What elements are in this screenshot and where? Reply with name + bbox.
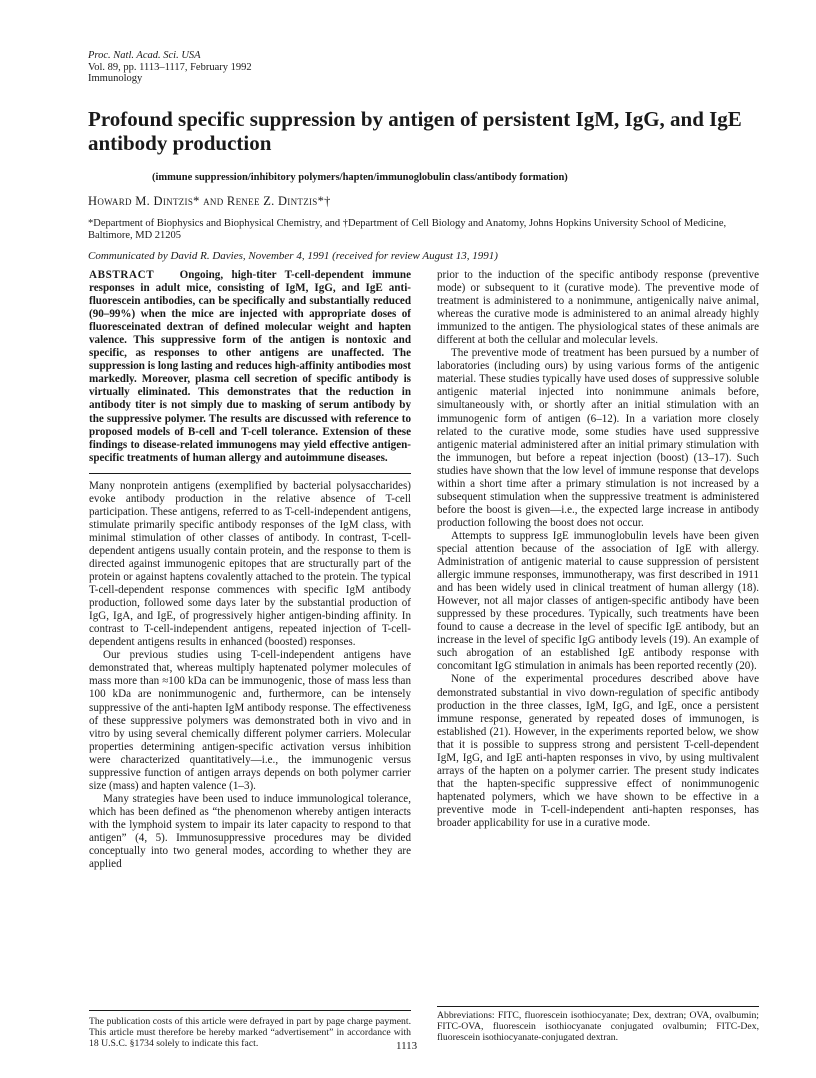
body-paragraph: prior to the induction of the specific antibody response (preventive mode) or subsequent to it (curative mode). The preventive mode of treatment is administered to a nonimmune, antigenically naive animal, whereas the curative mode is administered to an animal already highly immunized to the antigen. The physiological states of these animals are different at both the cellular and molecular levels. (437, 269, 759, 347)
publication-cost-footnote: The publication costs of this article were defrayed in part by page charge payment. This article must therefore be hereby marked “advertisement” in accordance with 18 U.S.C. §1734 solely to indicate this fact. (89, 1016, 411, 1050)
journal-name: Proc. Natl. Acad. Sci. USA (88, 50, 201, 61)
body-paragraph: Many nonprotein antigens (exemplified by bacterial polysaccharides) evoke antibody production in the relative absence of T-cell participation. These antigens, referred to as T-cell-independent antigens, stimulate primarily specific antibody responses of the IgM class, with minimal stimulation of other classes of antibody. In contrast, T-cell-dependent antigens usually contain protein, and the response to them is directed against immunogenic epitopes that are structurally part of the protein or against haptens covalently attached to the protein. The typical T-cell-dependent response commences with specific IgM antibody production, followed some days later by the substantial production of IgG, IgA, and IgE, of progressively higher antigen-binding affinity. In contrast to T-cell-independent antigens, repeated injection of T-cell-dependent antigens results in enhanced (boosted) responses. (89, 479, 411, 649)
volume-info: Vol. 89, pp. 1113–1117, February 1992 (88, 61, 252, 73)
body-paragraph: The preventive mode of treatment has been pursued by a number of laboratories (including ours) by using various forms of the antigenic material. These studies typically have used doses of suppressive soluble antigenic material injected into nonimmune animals before, simultaneously with, or shortly after an initial stimulation with an immunogenic form of antigen (6–12). In a variation more closely related to the curative mode, some studies have used suppressive antigenic material administered after an initial primary stimulation with the immunogen, but before a repeat injection (boost) (13–17). Such studies have shown that the low level of immune response that develops within a short time after a primary stimulation is not increased by a subsequent stimulation when the suppressive treatment is administered before the boost is given—i.e., the expected large increase in antibody production following the boost does not occur. (437, 347, 759, 529)
abbreviations-footnote: Abbreviations: FITC, fluorescein isothiocyanate; Dex, dextran; OVA, ovalbumin; FITC-OVA, fluorescein isothiocyanate conjugated ovalbumin; FITC-Dex, fluorescein isothiocyanate-conjugated dextran. (437, 1010, 759, 1044)
footnote-divider (89, 1010, 411, 1011)
body-paragraph: None of the experimental procedures described above have demonstrated substantial in vivo down-regulation of specific antibody production in the three classes, IgM, IgG, and IgE, once a persistent immune response, generated by repeated doses of immunogen, is established (21). However, in the experiments reported below, we show that it is possible to suppress strong and persistent T-cell-dependent IgM, IgG, and IgE anti-hapten responses in vivo, by using multivalent arrays of the hapten on a polymer carrier. The present study indicates that the hapten-specific suppressive effect of nonimmunogenic haptenated polymers, which we have shown to be effective in a preventive mode in T-cell-independent anti-hapten responses, has broader applicability for use in a curative mode. (437, 673, 759, 829)
affiliation: *Department of Biophysics and Biophysical Chemistry, and †Department of Cell Biology and Anatomy, Johns Hopkins University School of Medicine, Baltimore, MD 21205 (88, 218, 727, 241)
keywords: (immune suppression/inhibitory polymers/hapten/immunoglobulin class/antibody formation) (152, 172, 568, 183)
section-name: Immunology (88, 73, 143, 84)
abstract-divider (89, 473, 411, 474)
body-paragraph: Attempts to suppress IgE immunoglobulin levels have been given special attention because of the association of IgE with allergy. Administration of antigenic material to cause suppression of persistent allergic immune responses, immunotherapy, was first described in 1911 and has been widely used in clinical treatment of human allergy (18). However, not all major classes of antigen-specific antibody have been suppressed by these procedures. Typically, such treatments have been found to cause a decrease in the level of specific IgE antibody, but an increase in the level of specific IgG antibody levels (19). An example of such abrogation of an established IgE antibody response with concomitant IgG stimulation in animals has been reported recently (20). (437, 529, 759, 673)
abstract-label: ABSTRACT (89, 269, 155, 281)
abstract-text: Ongoing, high-titer T-cell-dependent immune responses in adult mice, consisting of IgM, IgG, and IgE anti-fluorescein antibodies, can be specifically and substantially reduced (90–99%) when the mice are injected with appropriate doses of fluoresceinated dextran of defined molecular weight and hapten valence. This suppressive form of the antigen is nontoxic and specific, as responses to other antigens are unaffected. The suppression is long lasting and reduces high-affinity antibodies most markedly. Moreover, plasma cell secretion of specific antibody is virtually eliminated. This demonstrates that the reduction in antibody titer is not simply due to masking of serum antibody by the suppressive polymer. The results are discussed with reference to proposed models of B-cell and T-cell tolerance. Extension of these findings to disease-related immunogens may yield effective antigen-specific treatments of human allergy and autoimmune diseases. (89, 269, 411, 464)
communicated-line: Communicated by David R. Davies, November 4, 1991 (received for review August 13, 1991) (88, 250, 498, 262)
body-paragraph: Many strategies have been used to induce immunological tolerance, which has been defined as “the phenomenon whereby antigen interacts with the lymphoid system to impair its later capacity to respond to that antigen” (4, 5). Immunosuppressive procedures may be divided conceptually into two general modes, according to whether they are applied (89, 792, 411, 871)
page-number: 1113 (396, 1040, 418, 1052)
body-paragraph: Our previous studies using T-cell-independent antigens have demonstrated that, whereas multiply haptenated polymer molecules of mass more than ≈100 kDa can be immunogenic, those of mass less than 100 kDa are nonimmunogenic and, furthermore, can be intensely suppressive of the anti-hapten IgM antibody response. The effectiveness of these suppressive polymers was demonstrated both in vivo and in vitro by using several chemically different polymer carriers. Molecular properties determining antigen-specific activation versus inhibition were characterized quantitatively—i.e., the immunogenic versus suppressive function of antigen arrays depends on both polymer carrier size (mass) and hapten valence (1–3). (89, 649, 411, 792)
right-column (437, 269, 759, 830)
abbreviations-divider (437, 1006, 759, 1007)
abstract (89, 269, 411, 465)
journal-header (88, 50, 252, 85)
paper-title: Profound specific suppression by antigen of persistent IgM, IgG, and IgE antibody production (88, 107, 742, 155)
left-column (89, 269, 411, 871)
authors: Howard M. Dintzis* and Renee Z. Dintzis*† (88, 194, 331, 208)
